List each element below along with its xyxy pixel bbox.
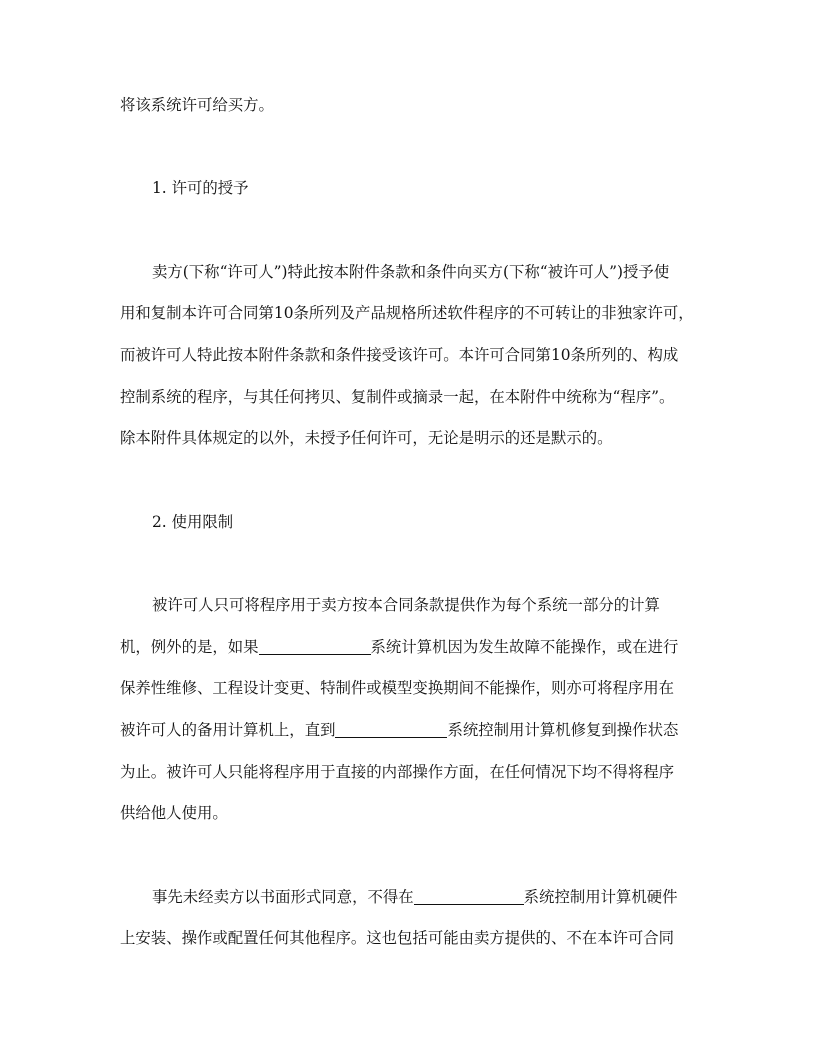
- section-heading-grant: 1. 许可的授予: [152, 179, 249, 197]
- text-segment: 事先未经卖方以书面形式同意，不得在: [152, 888, 414, 906]
- paragraph-line: 卖方(下称“许可人”)特此按本附件条款和条件向买方(下称“被许可人”)授予使: [152, 263, 670, 281]
- paragraph-line: 用和复制本许可合同第10条所列及产品规格所述软件程序的不可转让的非独家许可，: [120, 304, 694, 322]
- paragraph-line: 除本附件具体规定的以外，未授予任何许可，无论是明示的还是默示的。: [120, 429, 613, 447]
- text-segment: 系统控制用计算机修复到操作状态: [447, 721, 679, 739]
- paragraph-line: 为止。被许可人只能将程序用于直接的内部操作方面，在任何情况下均不得将程序: [120, 763, 675, 781]
- paragraph-line: 将该系统许可给买方。: [120, 96, 274, 114]
- paragraph-line: 供给他人使用。: [120, 804, 228, 822]
- paragraph-line: 被许可人只可将程序用于卖方按本合同条款提供作为每个系统一部分的计算: [152, 596, 660, 614]
- paragraph-line: [120, 632, 678, 662]
- section-heading-restrictions: 2. 使用限制: [152, 513, 234, 531]
- paragraph-line: 上安装、操作或配置任何其他程序。这也包括可能由卖方提供的、不在本许可合同: [120, 929, 675, 947]
- blank-fill-line: [414, 886, 524, 905]
- paragraph-line: 而被许可人特此按本附件条款和条件接受该许可。本许可合同第10条所列的、构成: [120, 346, 679, 364]
- text-segment: 系统控制用计算机硬件: [523, 888, 678, 906]
- blank-fill-line: [259, 636, 371, 655]
- paragraph-line: 控制系统的程序，与其任何拷贝、复制件或摘录一起，在本附件中统称为“程序”。: [120, 388, 675, 406]
- paragraph-line: [152, 882, 678, 912]
- text-segment: 系统计算机因为发生故障不能操作，或在进行: [370, 638, 679, 656]
- blank-fill-line: [335, 719, 447, 738]
- paragraph-line: 保养性维修、工程设计变更、特制件或模型变换期间不能操作，则亦可将程序用在: [120, 679, 675, 697]
- text-segment: 机，例外的是，如果: [120, 638, 259, 656]
- paragraph-line: [120, 715, 678, 745]
- text-segment: 被许可人的备用计算机上，直到: [120, 721, 336, 739]
